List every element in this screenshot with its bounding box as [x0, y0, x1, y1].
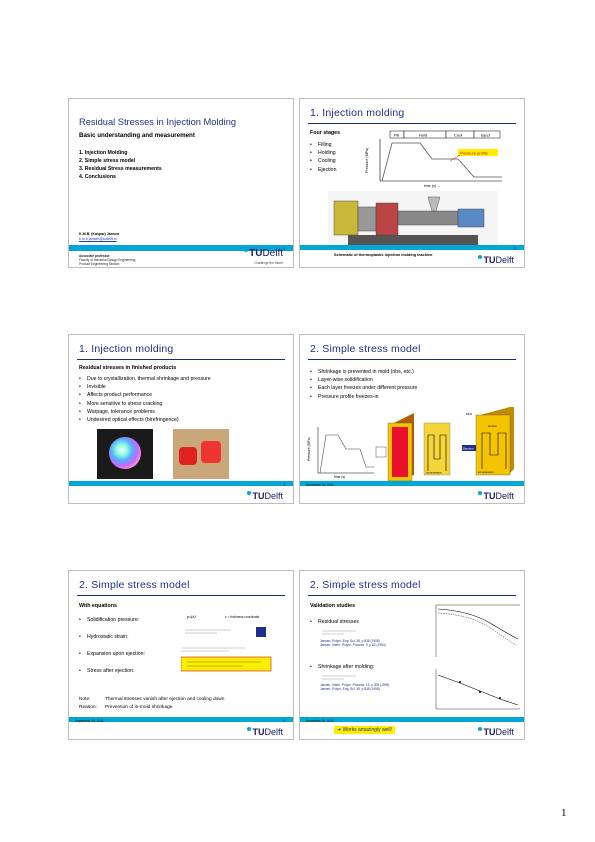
bullet-item: • Filling [310, 141, 336, 149]
tagline: Challenge the future [254, 261, 283, 265]
slide-5 [68, 570, 294, 740]
footer-date: September 23, 2011 [75, 718, 104, 723]
note-block [79, 696, 224, 712]
works-amazingly-callout: ➔ Works amazingly well! [334, 726, 395, 734]
slide-subtitle: Basic understanding and measurement [79, 132, 195, 139]
footer-date: November 29, 2011 [306, 482, 334, 487]
tudelft-logo: TUDelft [247, 491, 283, 501]
bullet-list [310, 368, 417, 401]
footer-bar [69, 717, 293, 722]
bullet-item: • Ejection [310, 166, 336, 174]
bullet-item: • Cooling [310, 157, 336, 165]
shrinkage-graph [430, 665, 522, 713]
slide-number: 2 [514, 246, 516, 251]
bullet-item: • Hydrostatic strain: [79, 629, 145, 646]
birefringence-disc [109, 437, 141, 469]
footer-bar [300, 481, 524, 486]
platen [358, 207, 376, 231]
slide-1 [68, 98, 294, 268]
subhead: Four stages [310, 130, 341, 136]
drive-unit [458, 209, 484, 227]
agenda-item: 2. Simple stress model [79, 158, 136, 164]
title-underline [77, 359, 285, 360]
data-point [459, 681, 461, 683]
slide-2 [299, 98, 525, 268]
subhead: With equations [79, 603, 117, 609]
stage-label: Fill [394, 132, 400, 138]
data-point [499, 697, 501, 699]
affiliation [79, 254, 135, 266]
bullet-list [310, 618, 359, 626]
data-point [479, 691, 481, 693]
author-name: K.M.B. (Kaspar) Jansen [79, 232, 120, 236]
barrel [398, 211, 458, 225]
bullet-item: • Solidification pressure: [79, 612, 145, 629]
tension-label: tension [488, 424, 498, 428]
stress-cube-icon [256, 627, 266, 637]
equation-shrinkage [320, 672, 360, 682]
y-axis-label: Pressure (MPa) [365, 147, 369, 173]
title-underline [308, 359, 516, 360]
bullet-item: • More sensitive to stress cracking [79, 400, 211, 408]
reason-label: Reason: [79, 705, 97, 710]
slide-title: 2. Simple stress model [310, 579, 421, 591]
mold [376, 203, 398, 235]
schematic-caption: Schematic of thermoplastic injection molding machine [334, 253, 433, 257]
tudelft-logo: TUDelft [478, 255, 514, 265]
affiliation-line: Faculty of Industrial Design Engineering [79, 258, 136, 262]
bullet-item: • Shrinkage after molding: [310, 663, 374, 671]
clamping-unit [334, 201, 358, 235]
mpa-label: MPa [466, 412, 473, 416]
graph-background [430, 599, 522, 661]
affiliation-line: Product Engineering Section [79, 262, 120, 266]
bullet-item: • Pressure profile freezes-in [310, 393, 417, 401]
slide-4 [299, 334, 525, 504]
tudelft-logo: TUDelft [244, 248, 283, 259]
slide-number: 1 [283, 246, 285, 251]
agenda-item: 1. Injection Molding [79, 150, 128, 156]
tudelft-logo: TUDelft [247, 727, 283, 737]
pressure-stage-diagram [362, 127, 522, 189]
page-number: 1 [561, 807, 567, 819]
title-underline [308, 123, 516, 124]
author-email[interactable]: k.m.b.jansen@tudelft.nl [79, 237, 117, 241]
equations [181, 627, 281, 697]
hot-core [392, 427, 408, 477]
slide-title: Residual Stresses in Injection Molding [79, 117, 237, 127]
warpage-photo [173, 429, 229, 479]
bullet-item: • Due to crystallization, thermal shrinkage and pressure [79, 375, 211, 383]
title-underline [308, 595, 516, 596]
note-label: Note: [79, 697, 91, 702]
equation-residual [320, 627, 360, 637]
bullet-item: • Each layer freezes under different pressure [310, 384, 417, 392]
agenda-item: 4. Conclusions [79, 174, 116, 180]
note-text: Thermal stresses vanish after ejection and cooling down [105, 697, 225, 702]
ejection-label: Ejection [463, 446, 474, 451]
footer-bar [300, 717, 524, 722]
injection-machine-schematic [328, 191, 498, 249]
residual-stress-graph [430, 599, 522, 661]
stage-label: Hold [419, 132, 428, 138]
bullet-list [310, 141, 336, 174]
x-axis-label: time (s) → [424, 184, 441, 188]
y-axis-label: Pressure (MPa) [307, 437, 311, 461]
graph-background [430, 665, 522, 713]
bullet-item: • Holding [310, 149, 336, 157]
bullet-item: • Stress after ejection: [79, 663, 145, 680]
tudelft-logo: TUDelft [478, 727, 514, 737]
slide-title: 1. Injection molding [310, 107, 405, 119]
subhead: Validation studies [310, 603, 356, 609]
bullet-item: • Affects product performance [79, 391, 211, 399]
stress-model-diagram [304, 405, 524, 481]
equation-solidification: pₛ(z) [187, 614, 196, 619]
reference: Jansen, Intern. Polym. Process. 9, p.82 (1994) [320, 643, 386, 647]
subhead: Residual stresses in finished products [79, 365, 177, 371]
compression-label: compression [426, 470, 442, 475]
title-underline [77, 595, 285, 596]
bullet-list [79, 612, 145, 680]
pressure-curve [320, 435, 374, 473]
stage-label: Eject [481, 132, 490, 138]
pressure-curve [382, 143, 502, 181]
bullet-item: • Undesired optical effects (birefringence) [79, 416, 211, 424]
highlighted-equation-box [181, 657, 271, 671]
tudelft-logo: TUDelft [478, 491, 514, 501]
slide-title: 1. Injection molding [79, 343, 174, 355]
bullet-item: • Warpage, tolerance problems [79, 408, 211, 416]
bullet-list [79, 375, 211, 424]
slide-3 [68, 334, 294, 504]
reference: Jansen, Polym. Eng. Sci. 38, p.838 (1998) [320, 639, 380, 643]
bullet-item: • Residual stresses [310, 618, 359, 626]
reference: Jansen, Polym. Eng. Sci. 38, p.838 (1998) [320, 687, 380, 691]
slide-number: 3 [283, 482, 285, 487]
bullet-item: • Shrinkage is prevented in mold (ribs, etc.) [310, 368, 417, 376]
footer-date: November 29, 2011 [306, 718, 334, 723]
red-part [179, 447, 197, 465]
reason-text: Prevention of in-mold shrinkage [105, 705, 173, 710]
slide-number: 5 [283, 718, 285, 723]
bullet-item: • Invisible [79, 383, 211, 391]
birefringence-photo [97, 429, 153, 479]
slide-6 [299, 570, 525, 740]
bullet-item: • Layer-wise solidification [310, 376, 417, 384]
footer-bar [69, 481, 293, 486]
x-axis-label: time (s) [334, 475, 346, 479]
stress-cube-icon [376, 447, 386, 457]
agenda-list [79, 149, 162, 181]
agenda-item: 3. Residual Stress measurements [79, 166, 162, 172]
equation-note: z = thickness coordinate [225, 615, 260, 619]
pressure-profile-label: Pressure profile [460, 150, 489, 156]
bullet-list [310, 663, 374, 671]
red-part [201, 441, 221, 463]
footer-bar [300, 245, 524, 250]
references-1 [320, 639, 386, 647]
slide-title: 2. Simple stress model [310, 343, 421, 355]
reference: Jansen, Intern. Polym. Process. 13, p.309 (1998) [320, 683, 390, 687]
affiliation-line: Associate professor [79, 254, 110, 258]
references-2 [320, 683, 389, 691]
bullet-item: • Expansion upon ejection: [79, 646, 145, 663]
slide-title: 2. Simple stress model [79, 579, 190, 591]
compression-label: compression [478, 470, 494, 474]
stage-label: Cool [454, 132, 463, 138]
